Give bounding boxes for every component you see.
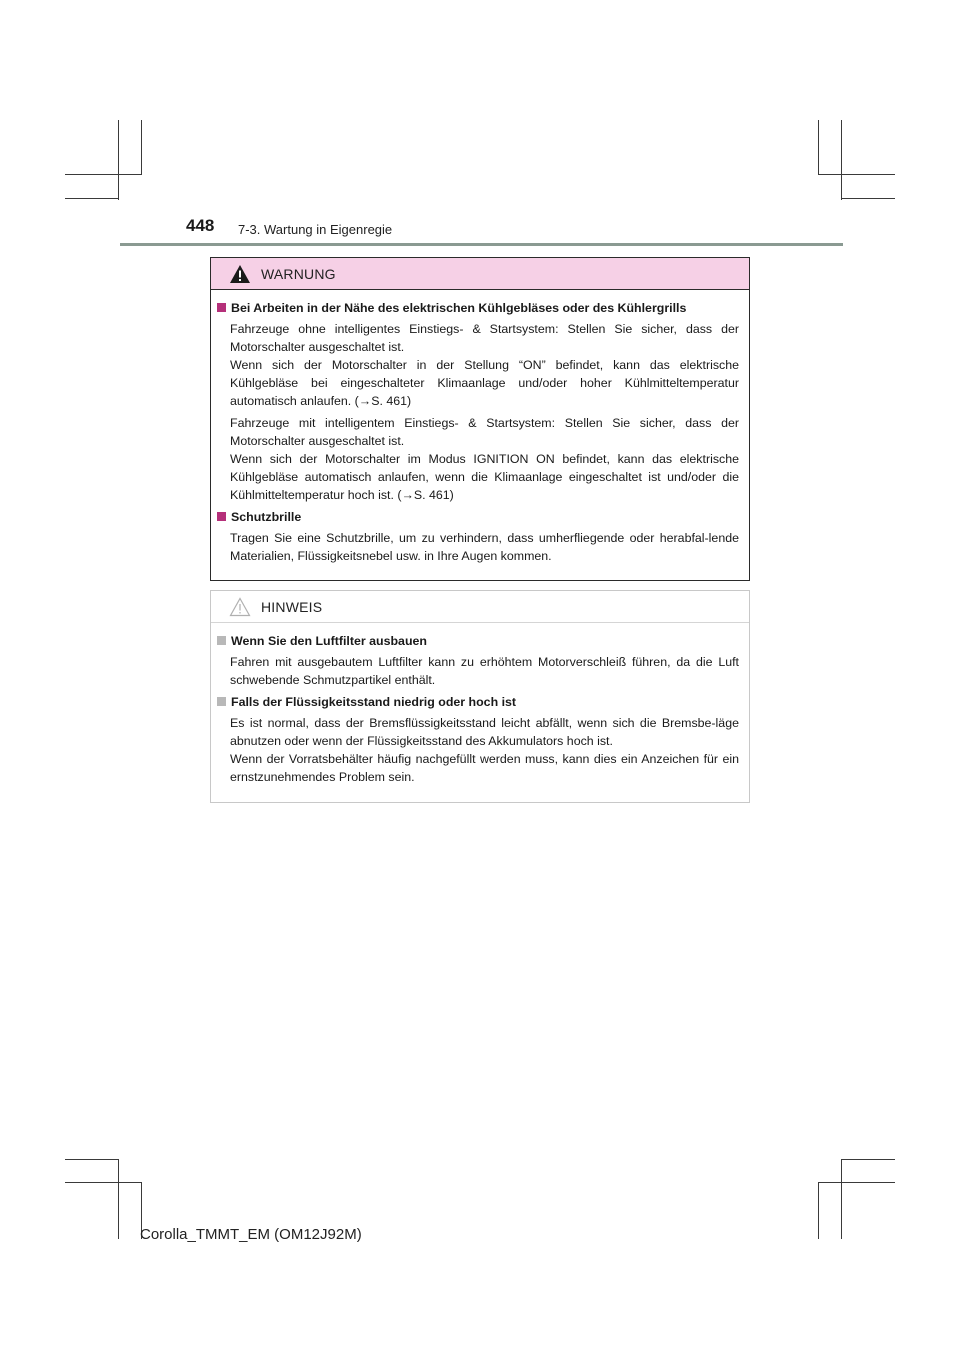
notice-header [211,591,749,623]
item-heading: Schutzbrille [231,510,302,524]
notice-box [210,590,750,803]
page-number: 448 [186,216,215,235]
notice-item [217,632,739,689]
bullet-square-icon [217,636,226,645]
warning-box [210,257,750,581]
crop-mark [65,1182,142,1183]
document-code: Corolla_TMMT_EM (OM12J92M) [140,1226,362,1243]
notice-body [211,623,749,786]
warning-title: WARNUNG [261,265,336,282]
paragraph-line: Fahrzeuge mit intelligentem Einstiegs- & Startsystem: Stellen Sie sicher, dass der Motorschalter ausgeschaltet ist. [230,416,739,448]
caution-triangle-icon [229,597,251,617]
crop-mark [818,1182,819,1239]
bullet-square-icon [217,512,226,521]
paragraph-line: Es ist normal, dass der Bremsflüssigkeitsstand leicht abfällt, wenn sich die Bremsbe-läge abnutzen oder wenn der Flüssigkeitsstand des Akkumulators hoch ist. [230,716,739,748]
item-paragraph [230,714,739,786]
warning-triangle-icon [229,264,251,284]
crop-mark [841,1159,895,1160]
warning-header [211,258,749,290]
item-heading: Wenn Sie den Luftfilter ausbauen [231,634,427,648]
crop-mark [65,1159,119,1160]
warning-item [217,508,739,565]
paragraph-line: Wenn der Vorratsbehälter häufig nachgefüllt werden muss, kann dies ein Anzeichen für ein ernstzunehmendes Problem sein. [230,752,739,784]
warning-body [211,290,749,565]
item-paragraph [230,653,739,689]
page-header [0,0,960,250]
header-rule [120,243,843,246]
bullet-square-icon [217,697,226,706]
item-heading: Bei Arbeiten in der Nähe des elektrischen Kühlgebläses oder des Kühlergrills [231,301,687,315]
paragraph-line: Wenn sich der Motorschalter in der Stellung “ON” befindet, kann das elektrische Kühlgebläse bei eingeschalteter Klimaanlage und/oder hoher Kühlmitteltemperatur automatisch anlaufen. (→S. 461) [230,358,739,408]
crop-mark [818,1182,895,1183]
warning-item [217,299,739,504]
item-paragraph [230,320,739,410]
paragraph-line: Fahrzeuge ohne intelligentes Einstiegs- & Startsystem: Stellen Sie sicher, dass der Motorschalter ausgeschaltet ist. [230,322,739,354]
crop-mark [841,1159,842,1239]
paragraph-line: Tragen Sie eine Schutzbrille, um zu verhindern, dass umherfliegende oder herabfal-lende Materialien, Flüssigkeitsnebel usw. in Ihre Augen kommen. [230,531,739,563]
crop-mark [118,1159,119,1239]
section-title: 7-3. Wartung in Eigenregie [238,222,393,237]
notice-title: HINWEIS [261,598,323,615]
item-paragraph [230,414,739,504]
notice-item [217,693,739,786]
item-heading: Falls der Flüssigkeitsstand niedrig oder hoch ist [231,695,517,709]
paragraph-line: Fahren mit ausgebautem Luftfilter kann zu erhöhtem Motorverschleiß führen, da die Luft schwebende Schmutzpartikel enthält. [230,655,739,687]
item-paragraph [230,529,739,565]
paragraph-line: Wenn sich der Motorschalter im Modus IGNITION ON befindet, kann das elektrische Kühlgebläse automatisch anlaufen, wenn die Klimaanlage eingeschaltet ist und/oder die Kühlmitteltemperatur hoch ist. (→S. 461) [230,452,739,502]
bullet-square-icon [217,303,226,312]
